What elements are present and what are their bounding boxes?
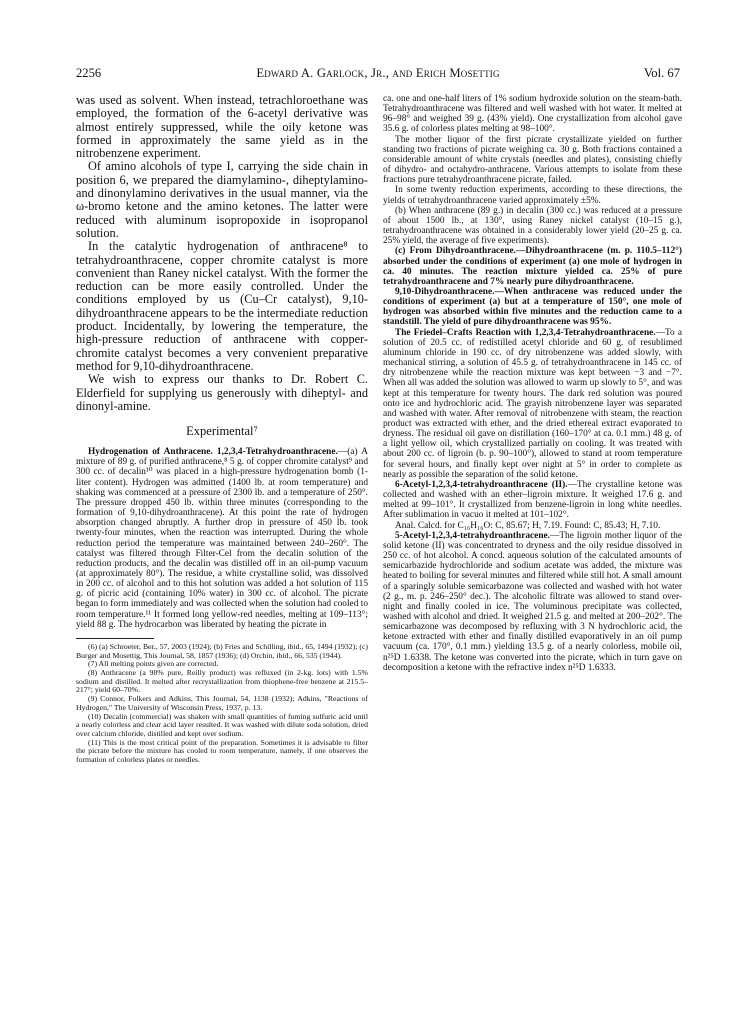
experimental-paragraph (383, 287, 682, 328)
right-column (383, 94, 682, 673)
subsection-text: —To a solution of 20.5 cc. of redistilled acetyl chloride and 60 g. of resublimed aluminum chloride in 190 cc. of dry nitrobenzene was added slowly, with mechanical stirring, a solution of 45.5 g. of tetrahydroanthracene in 145 cc. of dry nitrobenzene while the reaction mixture was kept between −3 and −7°. When all was added the solution was allowed to warm up slowly to 5°, and was kept at this temperature for twenty hours. The dark red solution was poured onto ice and hydrochloric acid. The grayish nitrobenzene layer was separated and washed with water. After removal of nitrobenzene with steam, the reaction product was extracted with ether, and the dried ethereal extract evaporated to dryness. The residual oil gave on distillation (160–170° at ca. 0.1 mm.) 48 g. of a light yellow oil, which crystallized partially on cooling. It was treated with about 200 cc. of ligroin (b. p. 90–100°), allowed to stand at room temperature for several hours, and finally kept over night at 5° in order to complete as nearly as possible the separation of the solid ketone. (383, 327, 682, 480)
footnote: (10) Decalin (commercial) was shaken with small quantities of fuming sulfuric acid until a nearly colorless and clear acid layer resulted. It was washed with dilute soda solution, dried over calcium chloride, distilled and kept over sodium. (76, 711, 368, 738)
paragraph: (c) From Dihydroanthracene.—Dihydroanthracene (m. p. 110.5–112°) absorbed under the conditions of experiment (a) one mole of hydrogen in ca. 40 minutes. The reaction mixture yielded ca. 25% of pure tetrahydroanthracene and 7% nearly pure dihydroanthracene. (383, 246, 682, 287)
acknowledgment: We wish to express our thanks to Dr. Robert C. Elderfield for supplying us generously with diheptyl- and dinonyl-amine. (76, 372, 368, 413)
paragraph: (b) When anthracene (89 g.) in decalin (300 cc.) was reduced at a pressure of about 1500 lb., at 130°, using Raney nickel catalyst (10–15 g.), tetrahydroanthracene was obtained in a considerably lower yield (20–25 g. ca. 25% yield, the average of five experiments). (383, 205, 682, 247)
subsection-text: —When anthracene was reduced under the conditions of experiment (a) but at a temperature of 150°, one mole of hydrogen was absorbed within five minutes and the reduction came to a standstill. The yield of pure dihydroanthracene was 95%. (383, 286, 682, 328)
experimental-paragraph (383, 480, 682, 521)
running-header-authors: Edward A. Garlock, Jr., and Erich Mosettig (256, 66, 500, 80)
subsection-text: —(a) A mixture of 89 g. of purified anthracene,⁸ 5 g. of copper chromite catalyst⁹ and 300 cc. of decalin¹⁰ was placed in a high-pressure hydrogenation bomb (1-liter content). Hydrogen was admitted (1400 lb. at room temperature) and shaking was commenced at a pressure of 2300 lb. and a temperature of 250°. The pressure dropped 450 lb. within three minutes (corresponding to the formation of 9,10-dihydroanthracene). At this point the rate of hydrogen absorption changed abruptly. A further drop in pressure of 450 lb. took twenty-four minutes, when the reaction was interrupted. During the whole reduction period the temperature was maintained between 240–260°. The catalyst was filtered through Filter-Cel from the decalin solution of the reduction products, and the decalin was distilled off in an oil-pump vacuum (at approximately 80°). The residue, a white crystalline solid, was dissolved in 200 cc. of alcohol and to this hot solution was added a hot solution of 115 g. of picric acid (containing 10% water) in 300 cc. of alcohol. The picrate began to form immediately and was collected when the solution had cooled to room temperature.¹¹ It formed long yellow-red needles, melting at 109–113°; yield 88 g. The hydrocarbon was liberated by heating the picrate in (76, 447, 368, 630)
paragraph: The mother liquor of the first picrate crystallizate yielded on further standing two fractions of picrate weighing ca. 30 g. Both fractions contained a considerable amount of white crystals (needles and plates), consisting chiefly of dihydro- and octahydro-anthracene. Various attempts to isolate from these fractions pure tetrahydroanthracene picrate, failed. (383, 134, 682, 186)
subsection-text: —The ligroin mother liquor of the solid ketone (II) was concentrated to dryness and the oily residue dissolved in 250 cc. of hot alcohol. A concd. aqueous solution of the calculated amounts of semicarbazide hydrochloride and sodium acetate was added, the mixture was heated to boiling for several minutes and filtered while still hot. A small amount of a sparingly soluble semicarbazone was collected and washed with hot water (2 g., m. p. 246–250° dec.). The alcoholic filtrate was allowed to stand over-night and finally cooled in ice. The voluminous precipitate was collected, washed with alcohol and dried. It weighed 21.5 g. and melted at 200–202°. The semicarbazone was decomposed by refluxing with 3 N hydrochloric acid, the ketone extracted with ether and finally distilled evaporatively in an oil pump vacuum (ca. 170°, 0.1 mm.) yielding 13.5 g. of a nearly colorless, mobile oil, n²⁵D 1.6338. The ketone was converted into the picrate, which in turn gave on decomposition a ketone with the refractive index n²⁵D 1.6333. (383, 530, 682, 673)
footnotes (76, 643, 368, 765)
volume-label: Vol. 67 (643, 66, 680, 80)
page-number: 2256 (76, 66, 102, 80)
footnote: (11) This is the most critical point of the preparation. Sometimes it is advisable to filter the picrate before the mixture has cooled to room temperature, namely, if one observes the formation of colorless plates or needles. (76, 737, 368, 765)
experimental-paragraph (76, 447, 368, 630)
subsection-heading: 6-Acetyl-1,2,3,4-tetrahydroanthracene (II). (395, 479, 568, 490)
subsection-heading: Hydrogenation of Anthracene. 1,2,3,4-Tetrahydroanthracene. (88, 447, 338, 458)
footnote: (9) Connor, Folkers and Adkins, This Journal, 54, 1138 (1932); Adkins, "Reactions of Hydrogen," The University of Wisconsin Press, 1937, p. 13. (76, 694, 368, 712)
subsection-heading: The Friedel–Crafts Reaction with 1,2,3,4-Tetrahydroanthracene. (395, 327, 656, 338)
subsection-heading: 9,10-Dihydroanthracene. (395, 286, 495, 297)
experimental-paragraph (383, 328, 682, 480)
paragraph: In the catalytic hydrogenation of anthracene⁸ to tetrahydroanthracene, copper chromite catalyst is more convenient than Raney nickel catalyst. With the former the reduction can be more easily controlled. Under the conditions employed by us (Cu–Cr catalyst), 9,10-dihydroanthracene appears to be the intermediate reduction product. Incidentally, by lowering the temperature, the high-pressure reduction of anthracene with copper-chromite catalyst becomes a very convenient preparative method for 9,10-dihydroanthracene. (76, 239, 368, 373)
experimental-paragraph (383, 531, 682, 673)
subsection-heading: 5-Acetyl-1,2,3,4-tetrahydroanthracene. (395, 530, 550, 541)
subsection-text: —The crystalline ketone was collected and washed with an ether–ligroin mixture. It weighed 17.6 g. and melted at 99–101°. It crystallized from benzene-ligroin in long white needles. After sublimation in vacuo it melted at 101–102°. (383, 479, 682, 521)
paragraph: ca. one and one-half liters of 1% sodium hydroxide solution on the steam-bath. Tetrahydroanthracene was filtered and well washed with hot water. It melted at 96–98° and weighed 39 g. (43% yield). One crystallization from alcohol gave 35.6 g. of colorless plates melting at 98–100°. (383, 94, 682, 135)
paragraph: In some twenty reduction experiments, according to these directions, the yields of tetrahydroanthracene varied approximately ±5%. (383, 185, 682, 206)
running-header (76, 66, 680, 84)
footnote: (6) (a) Schroeter, Ber., 57, 2003 (1924); (b) Fries and Schilling, ibid., 65, 1494 (1932); (c) Burger and Mosettig, This Journal, 58, 1857 (1936); (d) Orchin, ibid., 66, 535 (1944). (76, 641, 368, 660)
footnote-rule (76, 638, 154, 639)
left-column (76, 94, 368, 765)
paragraph: was used as solvent. When instead, tetrachloroethane was employed, the formation of the 6-acetyl derivative was almost entirely suppressed, while the oily ketone was formed in approximately the same yield as in the nitrobenzene experiment. (76, 93, 368, 161)
footnote: (8) Anthracene (a 98% pure, Reilly product) was refluxed (in 2-kg. lots) with 1.5% sodium and distilled. It melted after recrystallization from thiophene-free benzene at 215.5–217°; yield 60–70%. (76, 668, 368, 695)
section-heading: Experimental⁷ (186, 424, 258, 439)
analysis-line: Anal. Calcd. for C₁₆H₁₆O: C, 85.67; H, 7.19. Found: C, 85.43; H, 7.10. (395, 520, 661, 531)
paragraph: Of amino alcohols of type I, carrying the side chain in position 6, we prepared the diamylamino-, diheptylamino- and dinonylamino derivatives in the usual manner, via the ω-bromo ketone and the amino ketones. The latter were reduced with aluminum isopropoxide in isopropanol solution. (76, 159, 368, 240)
footnote: (7) All melting points given are corrected. (88, 659, 219, 669)
